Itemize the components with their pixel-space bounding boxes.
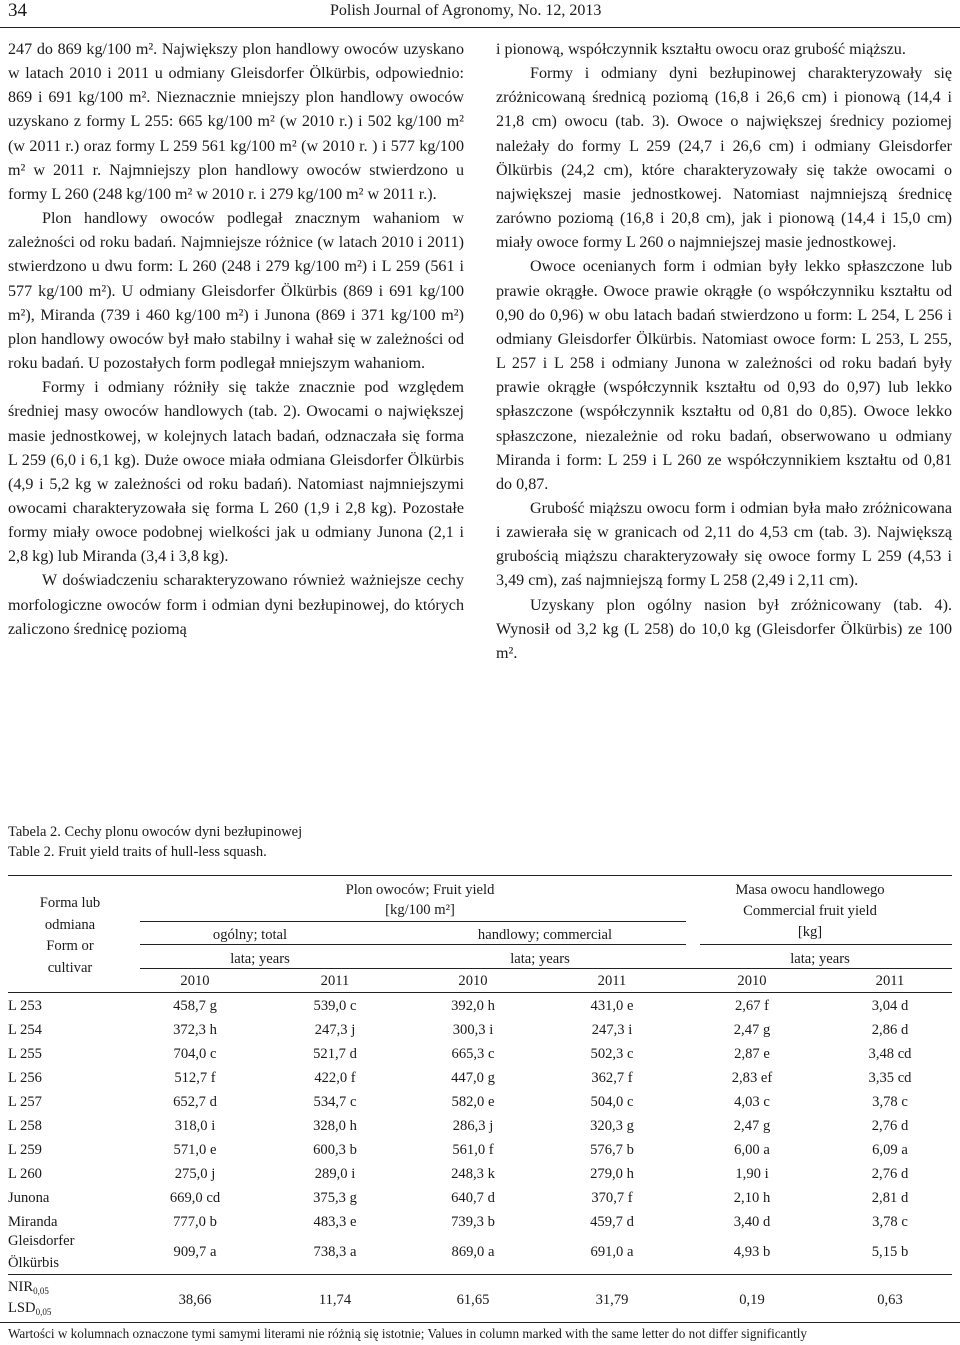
table-cell: 11,74 [318,1292,352,1308]
left-text-column [8,38,464,642]
row-rule [8,1274,952,1275]
table-cell: 576,7 b [590,1142,634,1158]
table-cell: 3,78 c [872,1214,908,1230]
table-cell: 61,65 [456,1292,490,1308]
table-cell: 459,7 d [590,1214,634,1230]
table-cell: 279,0 h [590,1166,634,1182]
paragraph: W doświadczeniu scharakteryzowano również ważniejsze cechy morfologiczne owoców form i odmian dyni bezłupinowej, do których zaliczono średnicę poziomą [8,572,464,638]
table-cell: 640,7 d [451,1190,495,1206]
table-cell: 582,0 e [451,1094,495,1110]
table-cell: 504,0 c [590,1094,634,1110]
table-cell: 362,7 f [591,1070,633,1086]
table-cell: 375,3 g [313,1190,357,1206]
table-cell: 6,00 a [734,1142,770,1158]
table-cell: 3,78 c [872,1094,908,1110]
table-cell: 704,0 c [173,1046,217,1062]
header-years: lata; years [510,951,570,967]
table-cell: 2,76 d [871,1118,909,1134]
table-cell: 4,03 c [734,1094,770,1110]
table-top-rule [8,875,952,876]
table-cell: 3,48 cd [868,1046,912,1062]
table-cell: 483,3 e [313,1214,357,1230]
table-cell: 392,0 h [451,998,495,1014]
table-cell: 2,86 d [871,1022,909,1038]
table-cell: 38,66 [178,1292,212,1308]
row-label: L 254 [8,1022,42,1038]
table-cell: 2,83 ef [731,1070,773,1086]
table-cell: 2,81 d [871,1190,909,1206]
paragraph: Uzyskany plon ogólny nasion był zróżnicowany (tab. 4). Wynosił od 3,2 kg (L 258) do 10,0 kg (Gleisdorfer Ölkürbis) ze 100 m². [496,596,952,662]
header-fruit-mass: Masa owocu handlowego Commercial fruit yield [kg] [735,882,885,940]
table-cell: 561,0 f [452,1142,494,1158]
table-cell: 431,0 e [590,998,634,1014]
row-label: L 259 [8,1142,42,1158]
paragraph: Plon handlowy owoców podlegał znacznym wahaniom w zależności od roku badań. Najmniejsze różnice (w latach 2010 i 2011) stwierdzono u dwu form: L 260 (248 i 279 kg/100 m²) i L 259 (561 i 577 kg/100 m²). U odmiany Gleisdorfer Ölkürbis (869 i 691 kg/100 m²), Miranda (739 i 460 kg/100 m²) i Junona (869 i 371 kg/100 m²) plon handlowy owoców był mało stabilny i wahał się w zależności od roku badań. U pozostałych form podlegał mniejszym wahaniom. [8,210,464,373]
right-text-column [496,38,952,666]
table-cell: 247,3 j [314,1022,356,1038]
table-cell: 4,93 b [733,1244,771,1260]
table-cell: 0,19 [739,1292,765,1308]
header-bottom-rule [8,992,952,993]
gleisdorfer-name-2: Ölkürbis [8,1255,60,1271]
page-number: 34 [8,0,27,21]
year-label: 2010 [180,973,210,989]
row-label: L 256 [8,1070,42,1086]
table-cell: 777,0 b [173,1214,217,1230]
table-cell: 458,7 g [173,998,217,1014]
table-cell: 539,0 c [313,998,357,1014]
table-cell: 3,35 cd [868,1070,912,1086]
table-cell: 691,0 a [590,1244,634,1260]
header-rule [0,27,960,28]
table-cell: 869,0 a [451,1244,495,1260]
table-cell: 600,3 b [313,1142,357,1158]
header-rule [140,921,686,922]
paragraph: i pionową, współczynnik kształtu owocu oraz grubość miąższu. [496,41,906,58]
row-label: Miranda [8,1214,58,1230]
year-label: 2011 [875,973,905,989]
table-cell: 320,3 g [590,1118,634,1134]
table-cell: 3,04 d [871,998,909,1014]
table-caption-pl: Tabela 2. Cechy plonu owoców dyni bezłupinowej [8,824,303,840]
table-cell: 6,09 a [872,1142,908,1158]
table-cell: 502,3 c [590,1046,634,1062]
year-label: 2011 [320,973,350,989]
table-cell: 1,90 i [735,1166,769,1182]
paragraph: Owoce ocenianych form i odmian były lekko spłaszczone lub prawie okrągłe. Owoce prawie okrągłe (o współczynniku kształtu od 0,90 do 0,96) w obu latach badań stwierdzono u form: L 254, L 256 i odmiany Gleisdorfer Ölkürbis. Natomiast owoce form: L 253, L 255, L 257 i L 258 i odmiany Junona w zależności od roku badań były prawie okrągłe (współczynnik kształtu od 0,93 do 0,97) lub lekko spłaszczone (współczynnik kształtu od 0,81 do 0,85). Owoce lekko spłaszczone, niezależnie od roku badań, obserwowano u odmiany Miranda i form: L 259 i L 260 ze współczynnikiem kształtu od 0,81 do 0,87. [496,258,952,493]
table-cell: 275,0 j [174,1166,216,1182]
table-cell: 521,7 d [313,1046,357,1062]
table-cell: 2,47 g [733,1118,771,1134]
table-cell: 738,3 a [313,1244,357,1260]
paragraph: Formy i odmiany różniły się także znacznie pod względem średniej masy owoców handlowych (tab. 2). Owocami o największej masie jednostkowej, w kolejnych latach badań, odznaczała się forma L 259 (6,0 i 6,1 kg). Duże owoce miała odmiana Gleisdorfer Ölkürbis (4,9 i 5,2 kg w zależności od roku badań). Natomiast najmniejszymi owocami charakteryzowała się forma L 260 (1,9 i 2,8 kg). Pozostałe formy miały owoce podobnej wielkości jak u odmiany Junona (2,1 i 2,8 kg) lub Miranda (3,4 i 3,8 kg). [8,379,464,566]
table-cell: 318,0 i [174,1118,216,1134]
table-cell: 2,87 e [734,1046,770,1062]
table-cell: 248,3 k [451,1166,495,1182]
table-cell: 512,7 f [174,1070,216,1086]
table-cell: 300,3 i [452,1022,494,1038]
table-cell: 370,7 f [591,1190,633,1206]
table-footnote: Wartości w kolumnach oznaczone tymi samymi literami nie różnią się istotnie; Values in column marked with the same letter do not differ significantly [8,1326,808,1341]
gleisdorfer-name-1: Gleisdorfer [8,1233,75,1249]
table-cell: 669,0 cd [169,1190,221,1206]
row-label: L 257 [8,1094,42,1110]
table-cell: 739,3 b [451,1214,495,1230]
table-cell: 534,7 c [313,1094,357,1110]
paragraph: 247 do 869 kg/100 m². Największy plon handlowy owoców uzyskano w latach 2010 i 2011 u odmiany Gleisdorfer Ölkürbis, odpowiednio: 869 i 691 kg/100 m². Nieznacznie mniejszy plon handlowy owoców uzyskano z formy L 255: 665 kg/100 m² (w 2010 r.) i 502 kg/100 m² (w 2011 r.) oraz formy L 259 561 kg/100 m² (w 2010 r. ) i 577 kg/100 m² w 2011 r. Najmniejszy plon handlowy owoców stwierdzono u formy L 260 (248 kg/100 m² w 2010 r. i 279 kg/100 m² w 2011 r.). [8,41,464,203]
row-label: L 253 [8,998,42,1014]
header-rule [140,968,952,969]
table-cell: 3,40 d [733,1214,771,1230]
journal-title: Polish Journal of Agronomy, No. 12, 2013 [330,2,602,19]
row-label: Junona [8,1190,50,1206]
table-cell: 0,63 [877,1292,903,1308]
table-cell: 2,76 d [871,1166,909,1182]
table-cell: 247,3 i [591,1022,633,1038]
header-commercial: handlowy; commercial [477,927,613,943]
year-label: 2010 [458,973,488,989]
table-cell: 289,0 i [314,1166,356,1182]
table-cell: 2,47 g [733,1022,771,1038]
table-cell: 447,0 g [451,1070,495,1086]
table-cell: 31,79 [595,1292,629,1308]
header-rule [140,944,686,945]
year-label: 2011 [597,973,627,989]
table-cell: 2,67 f [734,998,770,1014]
row-label: L 260 [8,1166,42,1182]
header-form-cultivar: Forma lub odmiana Form or cultivar [39,895,101,976]
paragraph: Grubość miąższu owocu form i odmian była mało zróżnicowana i zawierała się w granicach od 2,11 do 4,53 cm (tab. 3). Największą grubością miąższu charakteryzowały się owoce formy L 259 (4,53 i 3,49 cm), zaś najmniejszą formy L 258 (2,49 i 2,11 cm). [496,499,952,590]
header-years: lata; years [790,951,850,967]
table-cell: 2,10 h [733,1190,771,1206]
table-caption-en: Table 2. Fruit yield traits of hull-less squash. [8,844,267,860]
header-years: lata; years [230,951,290,967]
table-cell: 571,0 e [173,1142,217,1158]
header-total: ogólny; total [212,927,288,943]
table-cell: 5,15 b [871,1244,909,1260]
paragraph: Formy i odmiany dyni bezłupinowej charakteryzowały się zróżnicowaną średnicą poziomą (16,8 i 26,6 cm) i pionową (14,4 i 21,8 cm) owocu (tab. 3). Owoce o największej średnicy poziomej należały do formy L 259 (24,7 i 26,6 cm) i odmiany Gleisdorfer Ölkürbis (24,2 cm), które charakteryzowały się także owocami o największej masie jednostkowej. Natomiast najmniejszą średnicę zarówno poziomą (16,8 i 20,8 cm), jak i pionową (14,4 i 15,0 cm) miały owoce formy L 260 o najmniejszej masie jednostkowej. [496,65,952,252]
table-cell: 328,0 h [313,1118,357,1134]
table-cell: 909,7 a [173,1244,217,1260]
page-header [0,0,960,34]
row-label: L 255 [8,1046,42,1062]
lsd-label: $LSD_{0,05}$ [8,1300,52,1317]
table-cell: 286,3 j [452,1118,494,1134]
nir-label: $NIR_{0,05}$ [8,1279,49,1296]
table-cell: 665,3 c [451,1046,495,1062]
table-cell: 372,3 h [173,1022,217,1038]
header-fruit-yield: Plon owoców; Fruit yield [kg/100 m²] [345,882,495,918]
table-cell: 652,7 d [173,1094,217,1110]
year-label: 2010 [737,973,767,989]
header-rule [700,944,952,945]
table-cell: 422,0 f [314,1070,356,1086]
table-bottom-rule [0,1322,960,1323]
row-label: L 258 [8,1118,42,1134]
